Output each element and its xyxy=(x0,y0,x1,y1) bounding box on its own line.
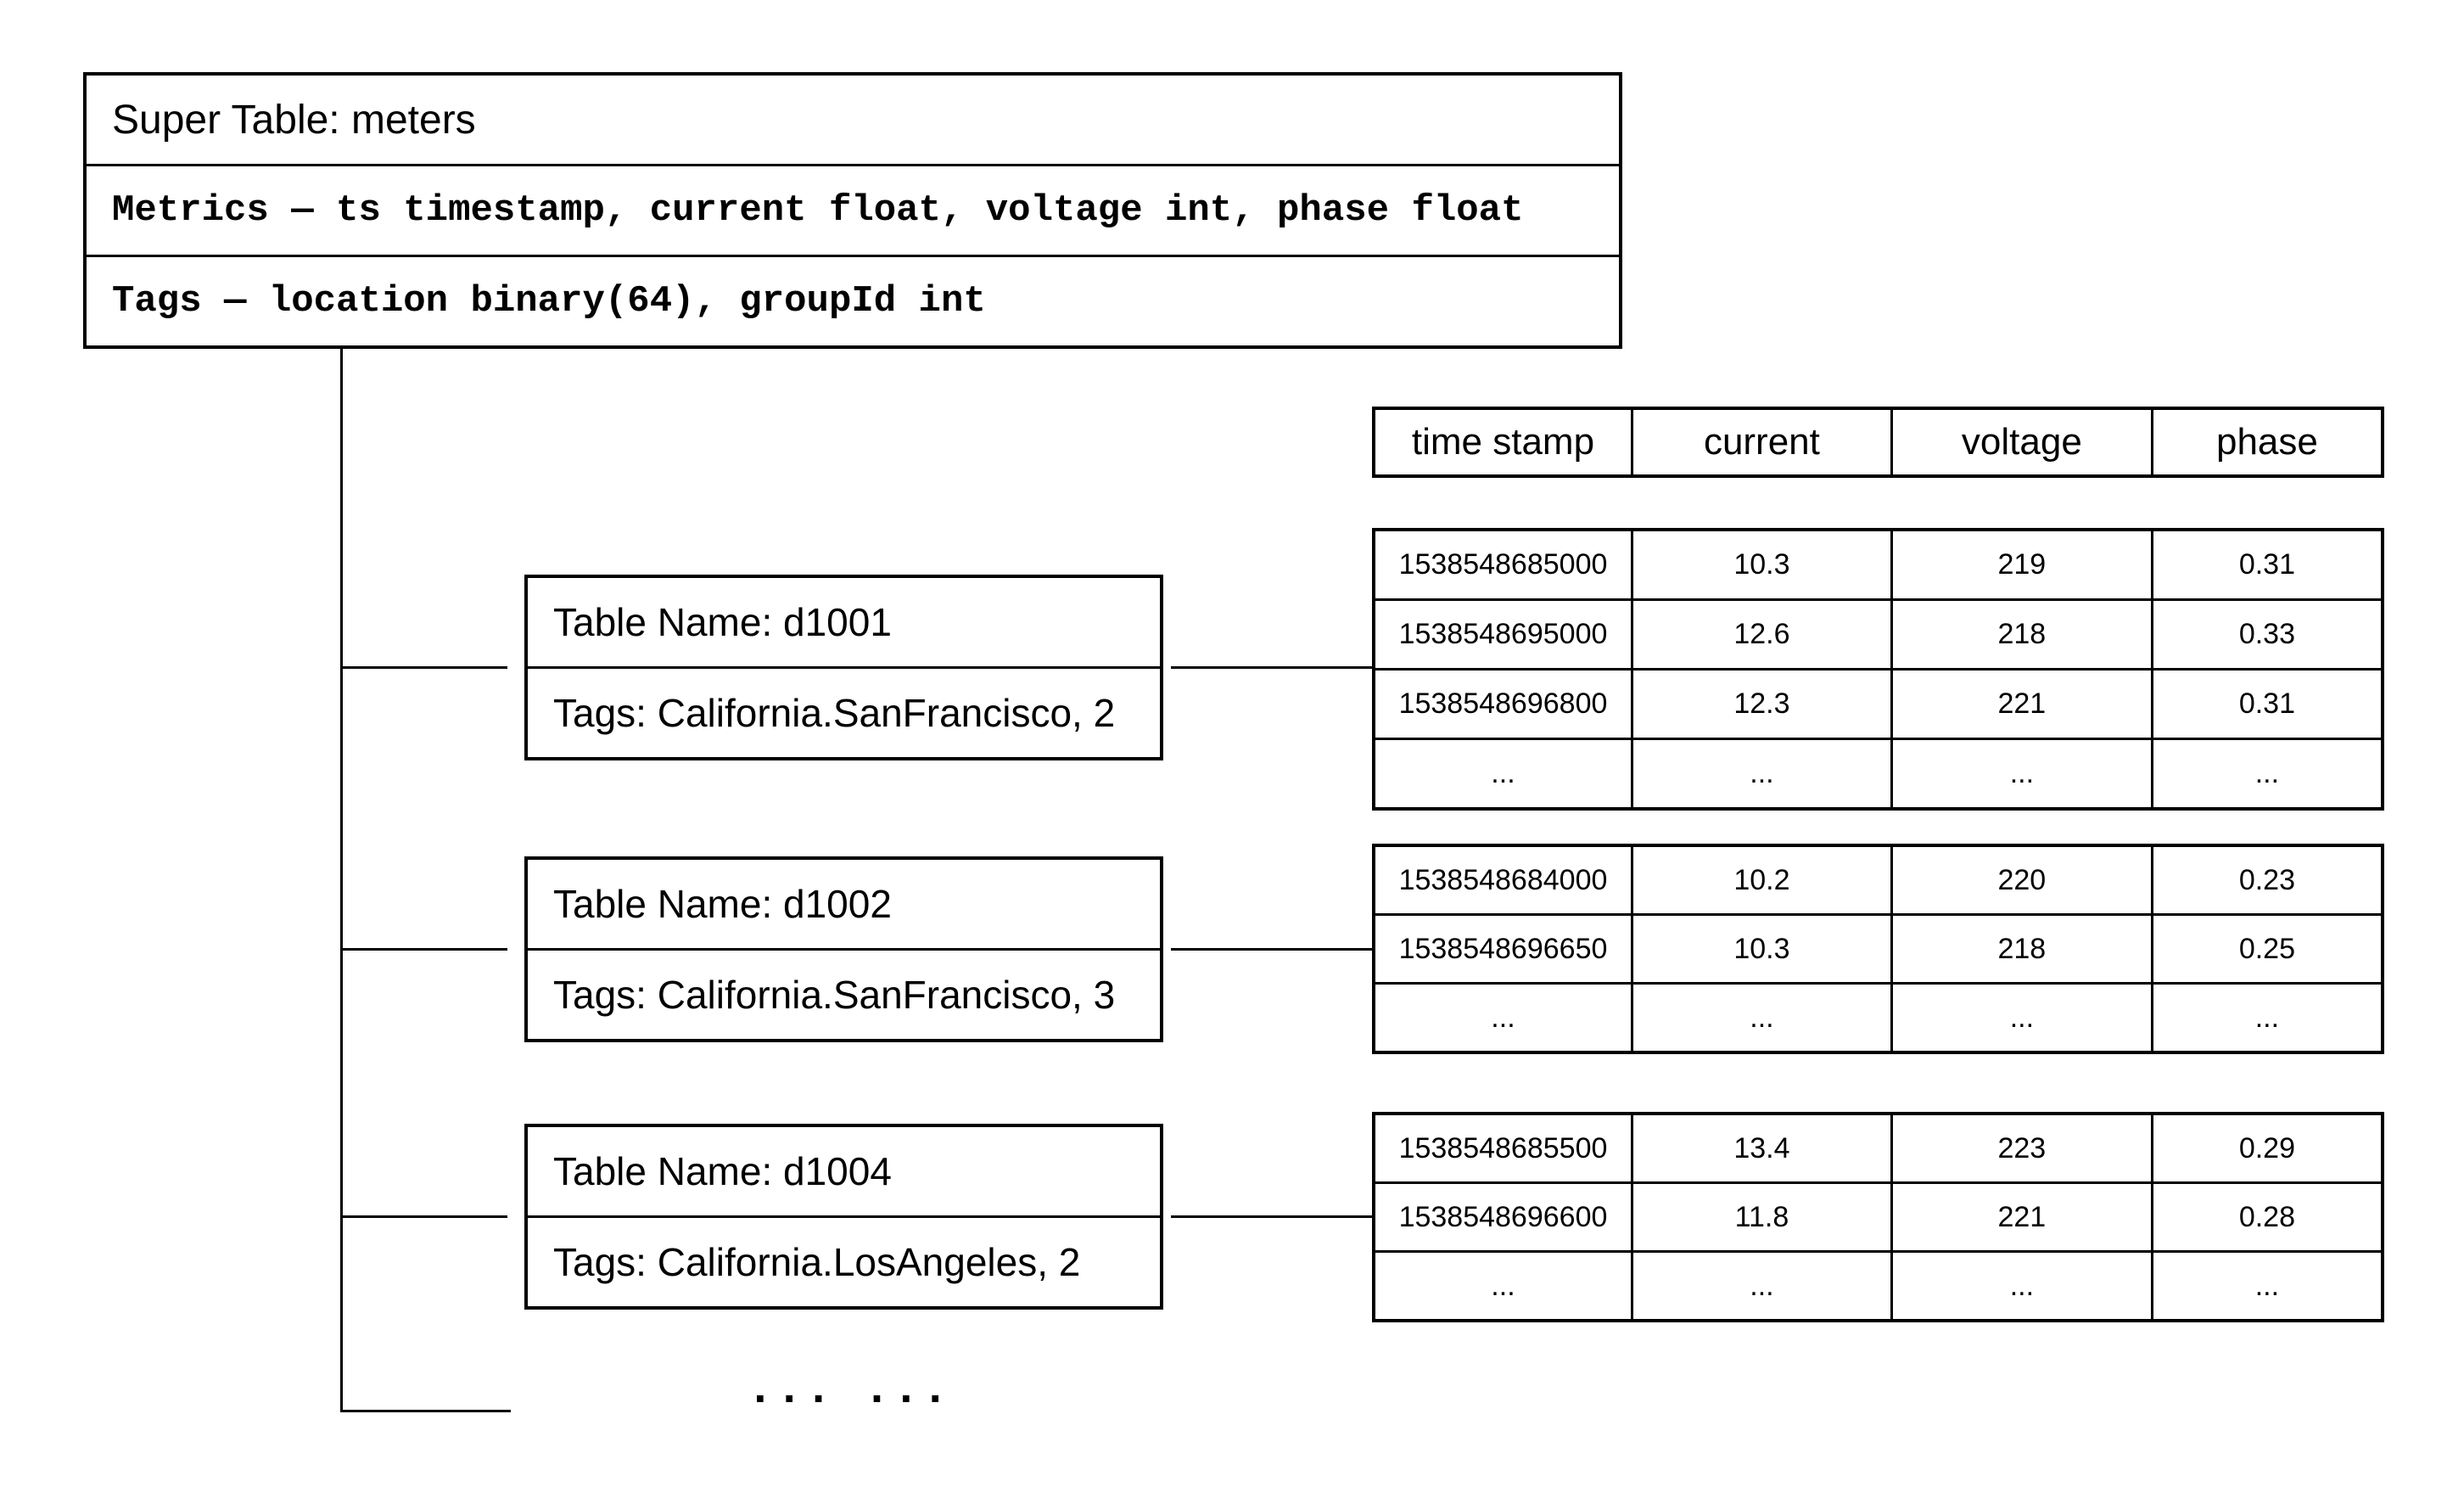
connector-line-d1002 xyxy=(1171,948,1372,951)
table-row xyxy=(1375,598,2381,668)
cell-ellipsis: ... xyxy=(1631,1253,1890,1319)
connector-line-d1001 xyxy=(1171,666,1372,669)
cell-phase: 0.33 xyxy=(2151,601,2381,668)
cell-ellipsis: ... xyxy=(1491,1001,1515,1034)
header-row xyxy=(1375,410,2381,474)
cell-current: 12.6 xyxy=(1631,601,1890,668)
data-table-d1002 xyxy=(1372,844,2384,1054)
column-header-current: current xyxy=(1631,410,1890,474)
cell-current: 11.8 xyxy=(1631,1184,1890,1250)
connector-line-d1004 xyxy=(1171,1215,1372,1218)
child-table-box-d1002 xyxy=(524,856,1163,1042)
super-table-title: Super Table: meters xyxy=(112,97,476,143)
table-row xyxy=(1375,913,2381,982)
cell-phase: 0.31 xyxy=(2151,531,2381,598)
tree-trunk-line xyxy=(340,349,343,1412)
cell-ellipsis: ... xyxy=(2151,740,2381,807)
cell-phase: 0.31 xyxy=(2151,671,2381,738)
column-header-phase: phase xyxy=(2151,410,2381,474)
cell-voltage: 219 xyxy=(1890,531,2151,598)
data-table-d1004 xyxy=(1372,1112,2384,1322)
child-table-name: Table Name: d1001 xyxy=(553,600,892,644)
cell-voltage: 220 xyxy=(1890,847,2151,913)
table-row-ellipsis xyxy=(1375,738,2381,807)
column-header-timestamp: time stamp xyxy=(1411,421,1595,463)
cell-ellipsis: ... xyxy=(1890,740,2151,807)
cell-ellipsis: ... xyxy=(1491,1269,1515,1302)
cell-current: 10.2 xyxy=(1631,847,1890,913)
cell-ellipsis: ... xyxy=(1890,1253,2151,1319)
column-header-voltage: voltage xyxy=(1890,410,2151,474)
super-table-metrics: Metrics — ts timestamp, current float, voltage int, phase float xyxy=(87,164,1619,255)
cell-phase: 0.29 xyxy=(2151,1115,2381,1181)
child-table-tags: Tags: California.SanFrancisco, 2 xyxy=(528,666,1160,757)
cell-phase: 0.25 xyxy=(2151,916,2381,982)
data-table-d1001 xyxy=(1372,528,2384,811)
cell-phase: 0.28 xyxy=(2151,1184,2381,1250)
table-row xyxy=(1375,1115,2381,1181)
tree-bottom-stub-line xyxy=(340,1410,511,1412)
cell-timestamp: 1538548696650 xyxy=(1398,932,1608,965)
cell-timestamp: 1538548696600 xyxy=(1398,1200,1608,1233)
branch-line-d1004 xyxy=(340,1215,507,1218)
child-table-name: Table Name: d1002 xyxy=(553,882,892,926)
super-table-box xyxy=(83,72,1622,349)
data-columns-header xyxy=(1372,407,2384,478)
cell-timestamp: 1538548695000 xyxy=(1398,618,1608,650)
table-row xyxy=(1375,847,2381,913)
cell-ellipsis: ... xyxy=(1631,740,1890,807)
table-row xyxy=(1375,1181,2381,1250)
cell-voltage: 221 xyxy=(1890,1184,2151,1250)
cell-timestamp: 1538548684000 xyxy=(1398,863,1608,896)
cell-ellipsis: ... xyxy=(1491,757,1515,789)
super-table-tags: Tags — location binary(64), groupId int xyxy=(87,255,1619,345)
child-table-box-d1004 xyxy=(524,1124,1163,1310)
cell-voltage: 218 xyxy=(1890,601,2151,668)
table-row xyxy=(1375,668,2381,738)
child-table-tags: Tags: California.SanFrancisco, 3 xyxy=(528,948,1160,1039)
cell-ellipsis: ... xyxy=(2151,1253,2381,1319)
cell-timestamp: 1538548696800 xyxy=(1398,687,1608,720)
cell-timestamp: 1538548685000 xyxy=(1398,548,1608,581)
cell-current: 12.3 xyxy=(1631,671,1890,738)
cell-voltage: 218 xyxy=(1890,916,2151,982)
cell-voltage: 221 xyxy=(1890,671,2151,738)
cell-current: 13.4 xyxy=(1631,1115,1890,1181)
table-row-ellipsis xyxy=(1375,982,2381,1051)
cell-phase: 0.23 xyxy=(2151,847,2381,913)
cell-current: 10.3 xyxy=(1631,916,1890,982)
cell-ellipsis: ... xyxy=(1631,985,1890,1051)
cell-ellipsis: ... xyxy=(2151,985,2381,1051)
child-table-name: Table Name: d1004 xyxy=(553,1149,892,1193)
branch-line-d1002 xyxy=(340,948,507,951)
cell-timestamp: 1538548685500 xyxy=(1398,1131,1608,1164)
cell-current: 10.3 xyxy=(1631,531,1890,598)
branch-line-d1001 xyxy=(340,666,507,669)
child-table-box-d1001 xyxy=(524,575,1163,760)
table-row-ellipsis xyxy=(1375,1250,2381,1319)
more-tables-indicator: ... ... xyxy=(746,1365,951,1417)
table-row xyxy=(1375,531,2381,598)
child-table-tags: Tags: California.LosAngeles, 2 xyxy=(528,1215,1160,1306)
cell-ellipsis: ... xyxy=(1890,985,2151,1051)
cell-voltage: 223 xyxy=(1890,1115,2151,1181)
